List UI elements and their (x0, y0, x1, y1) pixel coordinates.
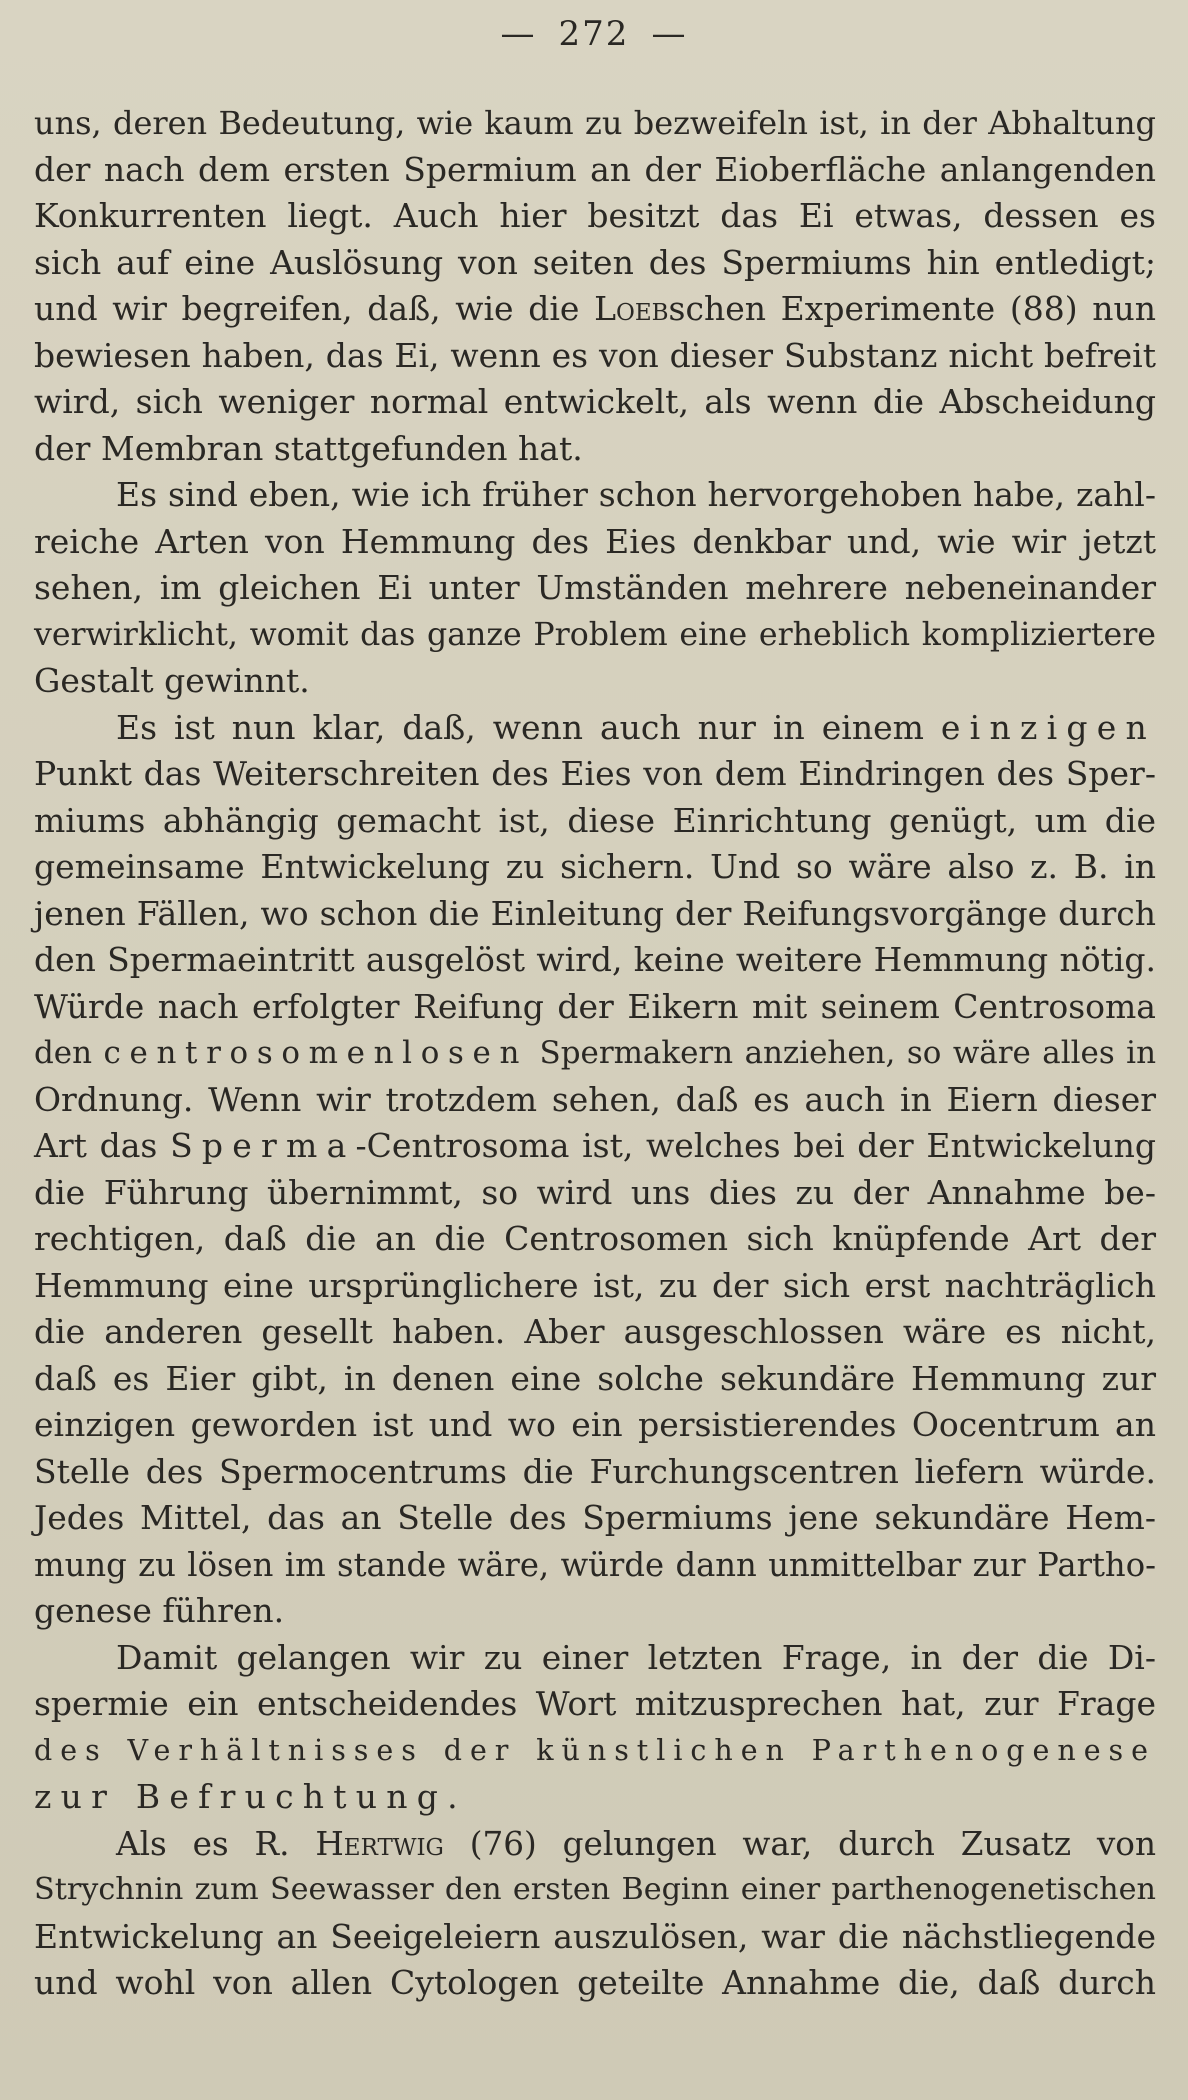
text-segment: -Centrosoma ist, welches bei der Entwickelung (355, 1126, 1156, 1165)
text-line (34, 1309, 1156, 1356)
text-line (34, 751, 1156, 798)
spaced-emphasis-text: einzigen (940, 707, 1156, 747)
text-segment: mung zu lösen im stande wäre, würde dann unmittelbar zur Partho- (34, 1545, 1156, 1584)
small-caps-name: Hertwig (315, 1824, 444, 1863)
spaced-emphasis-text: centrosomenlosen (103, 1035, 529, 1071)
spaced-emphasis-text: zur Befruchtung (34, 1777, 448, 1816)
text-segment: reiche Arten von Hemmung des Eies denkbar und, wie wir jetzt (34, 521, 1156, 561)
text-segment: Damit gelangen wir zu einer letzten Frage, in der die Di- (116, 1637, 1156, 1677)
spaced-emphasis-text: des Verhältnisses der künstlichen Parthenogenese (34, 1733, 1156, 1767)
text-line (34, 1077, 1156, 1124)
text-segment: Strychnin zum Seewasser den ersten Beginn einer parthenogenetischen (34, 1872, 1156, 1907)
text-segment: Gestalt gewinnt. (34, 661, 310, 700)
text-segment: wird, sich weniger normal entwickelt, als wenn die Abscheidung (34, 382, 1156, 421)
text-segment: . (447, 1777, 458, 1816)
text-line (34, 1170, 1156, 1217)
text-segment: genese führen. (34, 1591, 285, 1630)
header-dash-left: — (500, 14, 537, 54)
text-segment: die anderen gesellt haben. Aber ausgeschlossen wäre es nicht, (34, 1312, 1156, 1351)
text-line (34, 565, 1156, 612)
text-segment: rechtigen, daß die an die Centrosomen sich knüpfende Art der (34, 1219, 1156, 1258)
header-dash-right: — (651, 14, 688, 54)
text-line (34, 612, 1156, 659)
text-segment: Entwickelung an Seeigeleiern auszulösen, war die nächstliegende (34, 1916, 1156, 1956)
text-segment: (76) gelungen war, durch Zusatz von (443, 1824, 1157, 1863)
text-segment: den (34, 1035, 104, 1071)
text-line (34, 1263, 1156, 1310)
text-line (34, 1123, 1156, 1170)
page-header (0, 14, 1188, 54)
text-line (34, 286, 1156, 333)
text-line (34, 1588, 1156, 1635)
text-segment: Es sind eben, wie ich früher schon hervorgehoben habe, zahl- (116, 475, 1156, 514)
text-line (34, 1449, 1156, 1496)
text-segment: die Führung übernimmt, so wird uns dies zu der Annahme be- (34, 1172, 1156, 1212)
text-line (34, 1635, 1156, 1682)
text-segment: Konkurrenten liegt. Auch hier besitzt das Ei etwas, dessen es (34, 196, 1156, 235)
text-segment: daß es Eier gibt, in denen eine solche sekundäre Hemmung zur (34, 1358, 1156, 1398)
text-line (34, 1030, 1156, 1077)
text-line (34, 658, 1156, 705)
text-segment: Würde nach erfolgter Reifung der Eikern mit seinem Centrosoma (34, 986, 1156, 1026)
text-segment: Hemmung eine ursprünglichere ist, zu der sich erst nachträglich (34, 1265, 1156, 1305)
spaced-emphasis-text: Sperma (170, 1126, 356, 1165)
text-line (34, 1216, 1156, 1263)
text-line (34, 1914, 1156, 1961)
text-line (34, 844, 1156, 891)
text-line (34, 1356, 1156, 1403)
text-segment: Ordnung. Wenn wir trotzdem sehen, daß es auch in Eiern dieser (34, 1079, 1156, 1119)
text-line (34, 100, 1156, 147)
text-line (34, 519, 1156, 566)
text-segment: der Membran stattgefunden hat. (34, 428, 583, 468)
text-line (34, 984, 1156, 1031)
text-segment: Punkt das Weiterschreiten des Eies von dem Eindringen des Sper- (34, 754, 1156, 793)
text-segment: Als es R. (116, 1824, 316, 1863)
small-caps-name: Loeb (594, 289, 669, 328)
text-segment: sehen, im gleichen Ei unter Umständen mehrere nebeneinander (34, 568, 1156, 607)
text-line (34, 426, 1156, 473)
text-line (34, 1867, 1156, 1914)
text-segment: Es ist nun klar, daß, wenn auch nur in einem (116, 707, 941, 747)
text-line (34, 1821, 1156, 1868)
text-line (34, 193, 1156, 240)
text-line (34, 472, 1156, 519)
text-line (34, 1774, 1156, 1821)
text-line (34, 1728, 1156, 1775)
text-segment: gemeinsame Entwickelung zu sichern. Und so wäre also z. B. in (34, 847, 1156, 886)
text-segment: den Spermaeintritt ausgelöst wird, keine weitere Hemmung nötig. (34, 940, 1156, 979)
text-line (34, 1542, 1156, 1589)
text-line (34, 1960, 1156, 2007)
text-segment: einzigen geworden ist und wo ein persistierendes Oocentrum an (34, 1405, 1156, 1444)
text-line (34, 1402, 1156, 1449)
body-text (34, 100, 1156, 2007)
text-segment: uns, deren Bedeutung, wie kaum zu bezweifeln ist, in der Abhaltung (34, 104, 1156, 142)
text-line (34, 147, 1156, 194)
text-segment: Jedes Mittel, das an Stelle des Spermiums jene sekundäre Hem- (34, 1498, 1156, 1537)
text-segment: und wir begreifen, daß, wie die (34, 289, 595, 328)
text-line (34, 240, 1156, 287)
text-line (34, 798, 1156, 845)
text-segment: miums abhängig gemacht ist, diese Einrichtung genügt, um die (34, 800, 1156, 840)
page-number: 272 (558, 14, 630, 54)
text-segment: verwirklicht, womit das ganze Problem eine erheblich kompliziertere (34, 616, 1156, 653)
text-line (34, 379, 1156, 426)
text-segment: sich auf eine Auslösung von seiten des Spermiums hin entledigt; (34, 242, 1156, 282)
text-segment: und wohl von allen Cytologen geteilte Annahme die, daß durch (34, 1963, 1156, 2002)
text-segment: Art das (34, 1126, 171, 1165)
text-line (34, 705, 1156, 752)
text-segment: schen Experimente (88) nun (668, 289, 1156, 328)
text-line (34, 1495, 1156, 1542)
text-segment: jenen Fällen, wo schon die Einleitung der Reifungsvorgänge durch (34, 893, 1156, 933)
text-segment: spermie ein entscheidendes Wort mitzusprechen hat, zur Frage (34, 1684, 1156, 1723)
text-line (34, 333, 1156, 380)
text-segment: Stelle des Spermocentrums die Furchungscentren liefern würde. (34, 1451, 1156, 1491)
text-line (34, 937, 1156, 984)
text-line (34, 1681, 1156, 1728)
text-segment: bewiesen haben, das Ei, wenn es von dieser Substanz nicht befreit (34, 335, 1156, 375)
text-segment: Spermakern anziehen, so wäre alles in (528, 1035, 1156, 1071)
text-line (34, 891, 1156, 938)
text-segment: der nach dem ersten Spermium an der Eioberfläche anlangenden (34, 149, 1156, 189)
